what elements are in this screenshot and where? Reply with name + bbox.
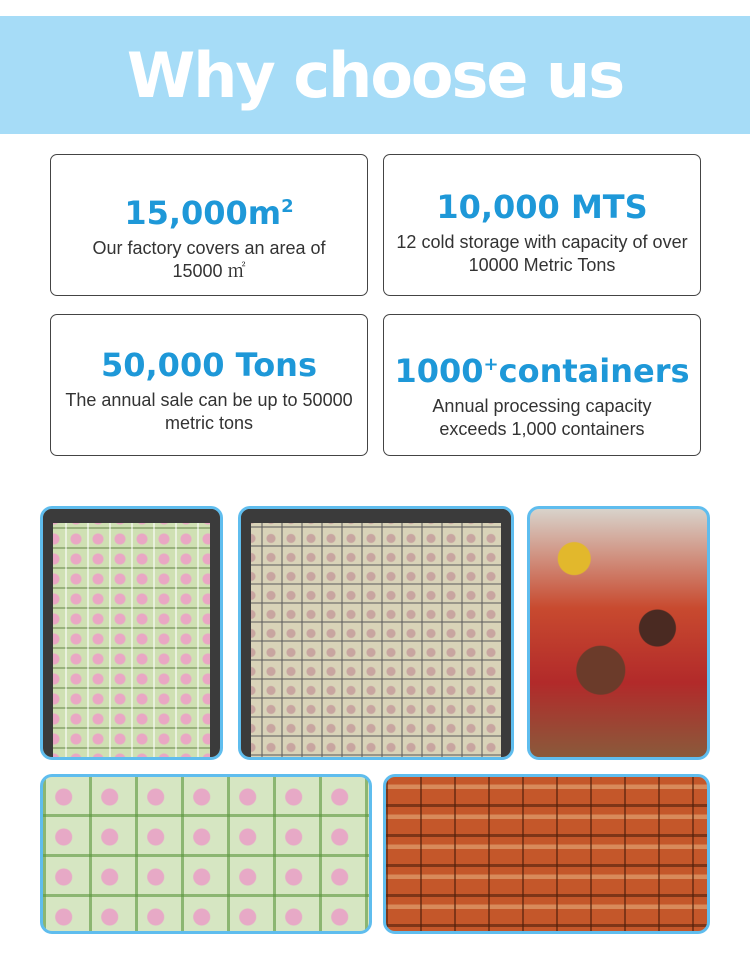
container-door-frame	[241, 509, 511, 757]
photo-container-loading-beige	[238, 506, 514, 760]
feature-description: The annual sale can be up to 50000 metric tons	[65, 390, 353, 433]
feature-description: Annual processing capacity exceeds 1,000 containers	[432, 396, 652, 439]
feature-description: 12 cold storage with capacity of over 10000 Metric Tons	[396, 232, 688, 275]
feature-value: 10,000 MTS	[436, 188, 648, 226]
feature-card-annual-sale	[50, 314, 368, 456]
photo-warehouse-orange-cartons	[383, 774, 710, 934]
feature-value: $15,000m^2$	[124, 194, 294, 232]
feature-description: Our factory covers an area of 15000 ㎡	[92, 238, 326, 281]
feature-value: 1000+containers	[394, 352, 690, 390]
feature-value: 50,000 Tons	[100, 346, 317, 384]
photo-warehouse-green-cartons	[40, 774, 372, 934]
feature-card-cold-storage	[383, 154, 701, 296]
page-title: Why choose us	[126, 38, 624, 112]
feature-card-factory-area	[50, 154, 368, 296]
photo-market-customers	[527, 506, 710, 760]
title-banner	[0, 16, 750, 134]
container-door-frame	[43, 509, 220, 757]
photo-container-loading-green	[40, 506, 223, 760]
feature-card-containers	[383, 314, 701, 456]
